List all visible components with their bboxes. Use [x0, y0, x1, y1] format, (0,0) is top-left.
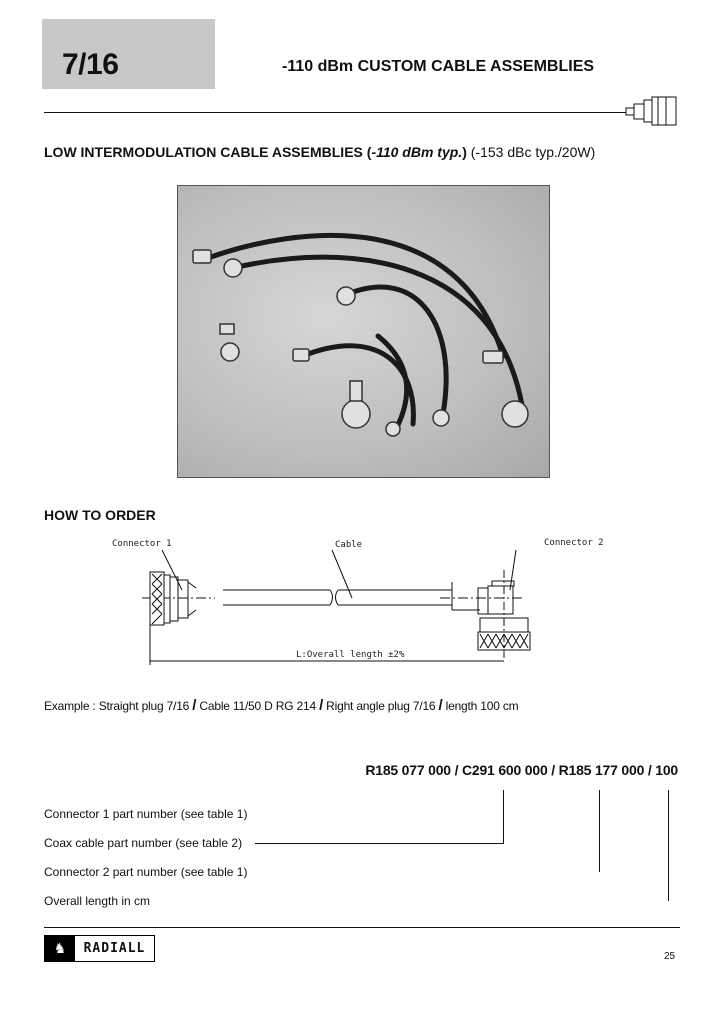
leader-line-connector2: [599, 790, 600, 872]
footer-rule: [44, 927, 680, 928]
connector-icon: [622, 94, 682, 128]
logo-mark-icon: ♞: [45, 936, 75, 961]
legend-connector2: Connector 2 part number (see table 1): [44, 865, 248, 879]
overall-length-label: L:Overall length ±2%: [296, 650, 405, 660]
section-heading-how-to-order: HOW TO ORDER: [44, 507, 156, 523]
legend-cable: Coax cable part number (see table 2): [44, 836, 243, 850]
header-rule: [44, 112, 628, 113]
legend-length: Overall length in cm: [44, 894, 151, 908]
order-example: Example : Straight plug 7/16 / Cable 11/50 D RG 214 / Right angle plug 7/16 / length 100 cm: [44, 697, 519, 714]
cable-label: Cable: [335, 540, 363, 550]
product-photo: [177, 185, 550, 478]
leader-line-cable: [503, 790, 504, 843]
page-number: 25: [664, 951, 676, 962]
cable-assemblies-image: [178, 186, 549, 477]
page-title: -110 dBm CUSTOM CABLE ASSEMBLIES: [282, 58, 595, 75]
leader-line-length: [668, 790, 669, 901]
leader-line-cable-h: [255, 843, 504, 844]
legend-connector1: Connector 1 part number (see table 1): [44, 807, 248, 821]
section-heading-low-im: LOW INTERMODULATION CABLE ASSEMBLIES (-110 dBm typ.) (-153 dBc typ./20W): [44, 144, 596, 160]
connector1-label: Connector 1: [112, 539, 172, 549]
radiall-logo: [44, 935, 155, 962]
example-part-number: R185 077 000 / C291 600 000 / R185 177 000 / 100: [365, 762, 678, 778]
logo-wordmark: RADIALL: [83, 941, 146, 956]
section-tab-label: 7/16: [62, 48, 119, 81]
connector2-label: Connector 2: [544, 538, 604, 548]
assembly-diagram: [100, 530, 660, 670]
